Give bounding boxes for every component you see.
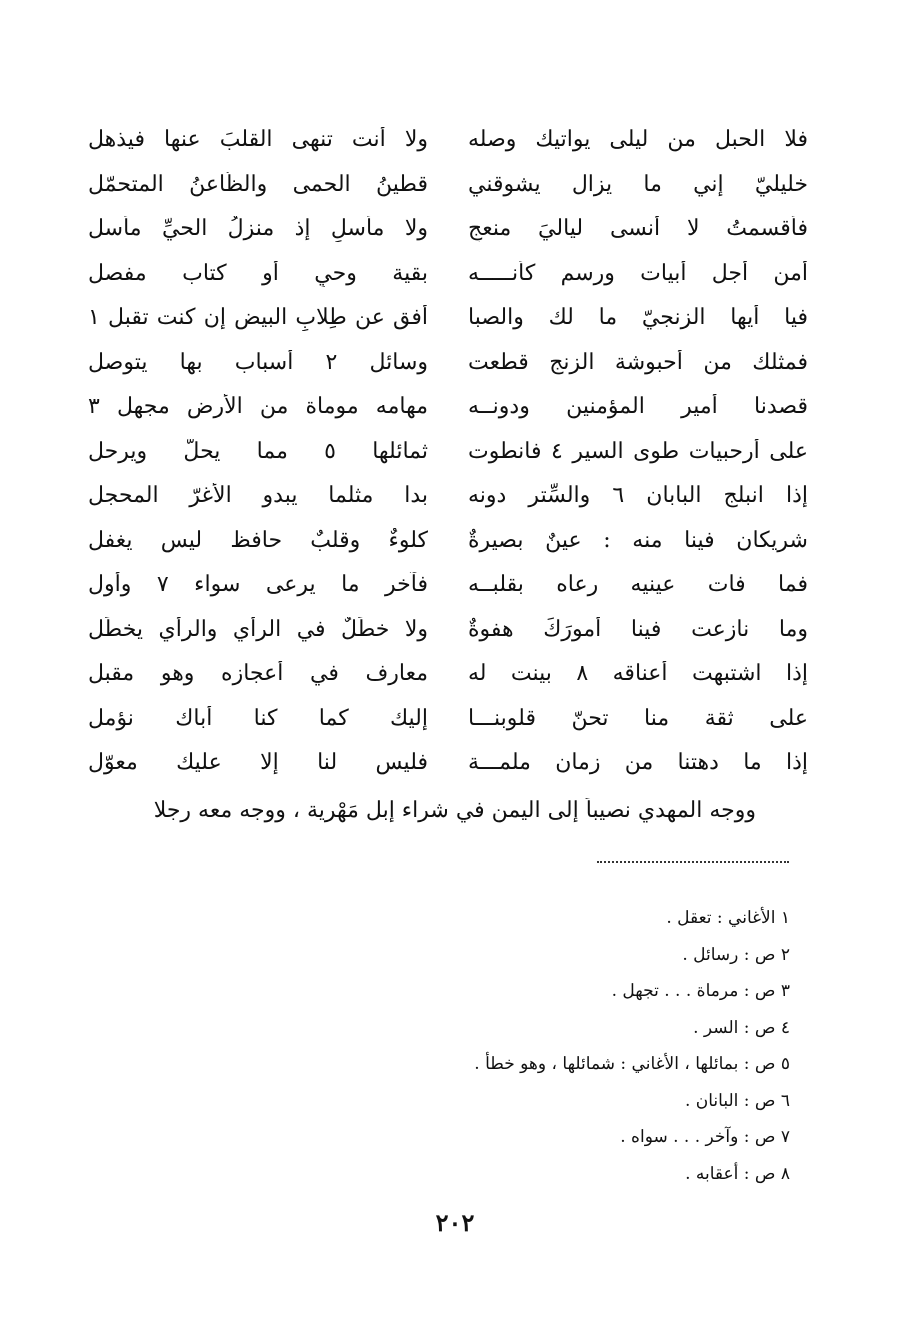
verse-line: [88, 163, 808, 208]
verse-first-hemistich: فما فات عينيه رعاه بقلبــه: [468, 572, 808, 598]
verse-first-hemistich: فمثلك من أحبوشة الزنج قطعت: [468, 349, 808, 375]
footnote: ٣ ص : مرماة . . . تجهل .: [611, 981, 790, 1001]
verse-first-hemistich: خليليّ إني ما يزال يشوقني: [468, 171, 808, 197]
verse-first-hemistich: على ثقة منا تحنّ قلوبنـــا: [468, 705, 808, 731]
verse-line: [88, 296, 808, 341]
verse-first-hemistich: قصدنا أمير المؤمنين ودونــه: [468, 394, 808, 420]
verse-second-hemistich: فليس لنا إلا عليك معوّل: [88, 750, 428, 776]
verse-second-hemistich: وسائل ٢ أسباب بها يتوصل: [88, 349, 428, 375]
verse-second-hemistich: بقية وحيٍ أو كتاب مفصل: [88, 260, 428, 286]
verse-first-hemistich: فأقسمتُ لا أنسى لياليَ منعجٍ: [468, 216, 808, 242]
verse-line: [88, 652, 808, 697]
verse-second-hemistich: قطينُ الحمى والظّاعنُ المتحمّل: [88, 171, 428, 197]
verse-second-hemistich: أفق عن طِلابِ البيض إن كنت تقبل ١: [88, 305, 428, 331]
verse-first-hemistich: إذا اشتبهت أعناقه ٨ بينت له: [468, 661, 808, 687]
footnote-separator: [597, 861, 789, 863]
footnote: ٦ ص : البانان .: [684, 1090, 790, 1111]
verse-line: [88, 430, 808, 475]
verse-first-hemistich: فلا الحبل من ليلى يواتيك وصله: [468, 127, 808, 153]
verse-second-hemistich: ثمائلها ٥ مما يحلّ ويرحل: [88, 438, 428, 464]
verse-second-hemistich: ولا أنت تنهى القلبَ عنها فيذهل: [88, 127, 428, 153]
verse-second-hemistich: مهامه موماة من الأرض مجهل ٣: [88, 394, 428, 420]
footnote: ٢ ص : رسائل .: [682, 944, 790, 965]
verse-first-hemistich: شريكان فينا منه : عينٌ بصيرةٌ: [468, 527, 808, 553]
poem: [88, 118, 808, 786]
verse-second-hemistich: كلوءٌ وقلبٌ حافظ ليس يغفل: [88, 527, 428, 553]
verse-second-hemistich: إليك كما كنا أباك نؤمل: [88, 705, 428, 731]
verse-first-hemistich: أمن أجل أبيات ورسم كأنـــــه: [468, 260, 808, 286]
verse-second-hemistich: فآخر ما يرعى سواء ٧ وأول: [88, 572, 428, 598]
verse-line: [88, 474, 808, 519]
footnote: ٤ ص : السر .: [693, 1017, 790, 1038]
verse-first-hemistich: وما نازعت فينا أمورَكَ هفوةٌ: [468, 616, 808, 642]
verse-second-hemistich: ولا مأسلٍ إذ منزلُ الحيِّ مأسل: [88, 216, 428, 242]
verse-line: [88, 207, 808, 252]
verse-first-hemistich: إذا انبلج البابان ٦ والسِّتر دونه: [468, 483, 808, 509]
verse-line: [88, 608, 808, 653]
verse-second-hemistich: معارف في أعجازه وهو مقبل: [88, 661, 428, 687]
verse-line: [88, 252, 808, 297]
verse-first-hemistich: فيا أيها الزنجيّ ما لك والصبا: [468, 305, 808, 331]
verse-line: [88, 519, 808, 564]
footnote: ٥ ص : بمائلها ، الأغاني : شمائلها ، وهو خطأ .: [474, 1054, 790, 1074]
verse-line: [88, 341, 808, 386]
verse-line: [88, 118, 808, 163]
verse-second-hemistich: بدا مثلما يبدو الأغرّ المحجل: [88, 483, 428, 509]
verse-line: [88, 741, 808, 786]
verse-line: [88, 385, 808, 430]
verse-line: [88, 563, 808, 608]
footnote: ٨ ص : أعقابه .: [685, 1163, 790, 1184]
verse-line: [88, 697, 808, 742]
verse-first-hemistich: إذا ما دهتنا من زمان ملمـــة: [468, 750, 808, 776]
verse-first-hemistich: على أرحبيات طوى السير ٤ فانطوت: [468, 438, 808, 464]
prose-paragraph: ووجه المهدي نصيباً إلى اليمن في شراء إبل مَهْرية ، ووجه معه رجلا: [153, 798, 756, 823]
verse-second-hemistich: ولا خطَلٌ في الرأي والرأي يخطَل: [88, 616, 428, 642]
footnote: ٧ ص : وآخر . . . سواه .: [620, 1127, 790, 1147]
page-number: ٢٠٢: [435, 1208, 475, 1237]
footnotes: [350, 900, 790, 1192]
footnote: ١ الأغاني : تعقل .: [666, 908, 790, 928]
